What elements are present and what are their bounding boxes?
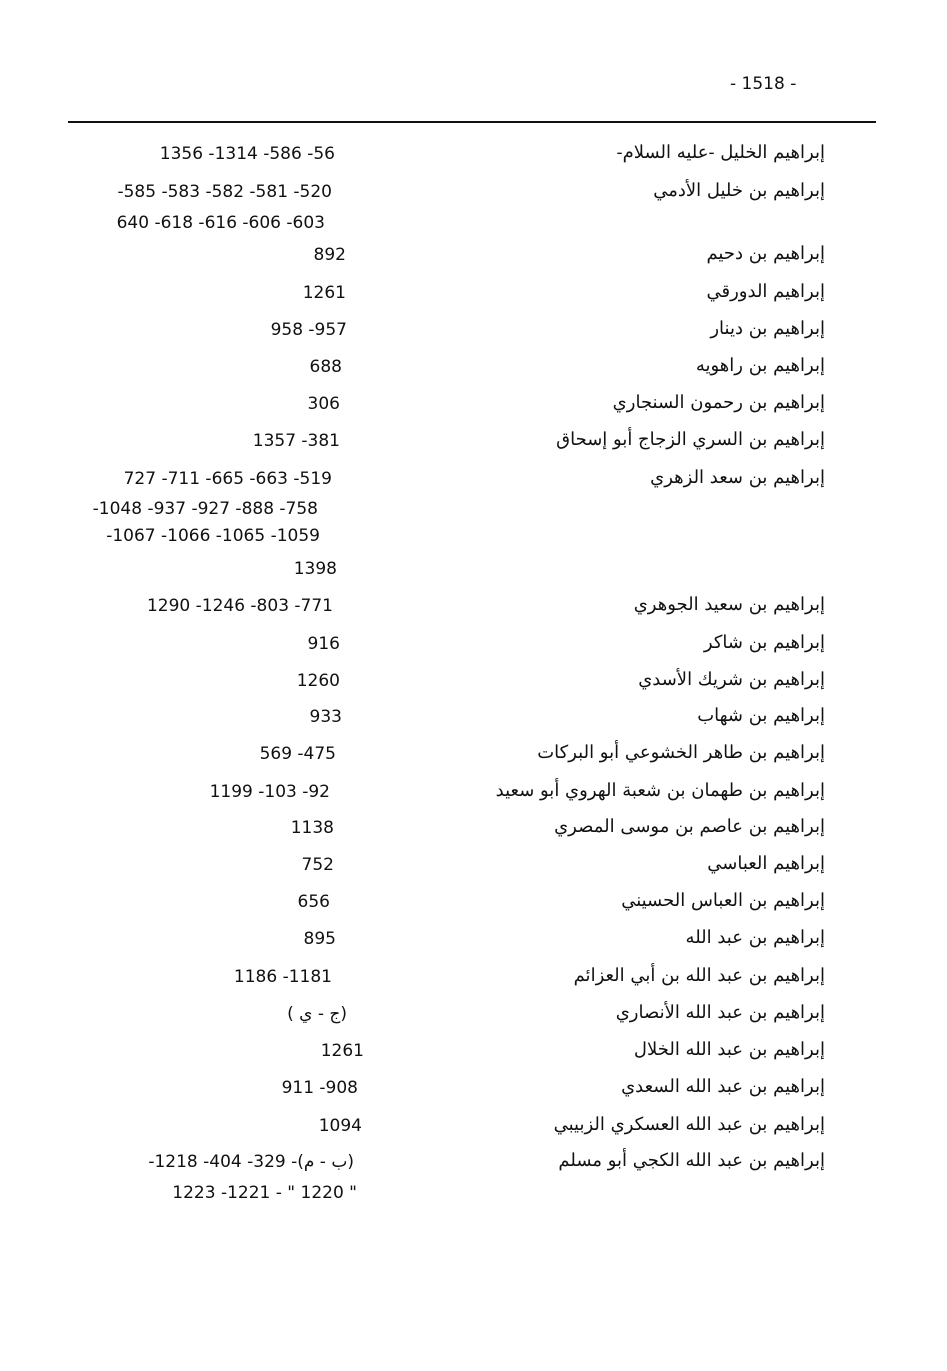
entry-name: إبراهيم بن شاكر [703, 632, 825, 653]
entry-page-refs: 1261 [302, 283, 346, 303]
entry-name: إبراهيم بن طاهر الخشوعي أبو البركات [537, 742, 825, 763]
entry-name: إبراهيم بن السري الزجاج أبو إسحاق [556, 429, 825, 450]
entry-page-refs: 1261 [320, 1041, 364, 1061]
entry-page-refs: 752 [301, 855, 334, 875]
entry-page-refs: 1398 [293, 559, 337, 579]
page-number: - 1518 - [730, 74, 797, 94]
entry-page-refs: ( ج - ي) [287, 1004, 347, 1024]
entry-name: إبراهيم بن سعد الزهري [650, 467, 825, 488]
entry-page-refs: 1357 -381 [252, 431, 340, 451]
entry-page-refs: 895 [303, 929, 336, 949]
entry-name: إبراهيم بن شريك الأسدي [638, 669, 825, 690]
entry-page-refs: 1138 [290, 818, 334, 838]
entry-name: إبراهيم بن عبد الله [685, 927, 825, 948]
entry-page-refs: 958 -957 [270, 320, 347, 340]
entry-name: إبراهيم بن عبد الله بن أبي العزائم [573, 965, 825, 986]
entry-page-refs: 569 -475 [259, 744, 336, 764]
entry-name: إبراهيم بن عبد الله العسكري الزبيبي [553, 1114, 825, 1135]
entry-page-refs: 1260 [296, 671, 340, 691]
entry-name: إبراهيم بن عبد الله الكجي أبو مسلم [558, 1150, 825, 1171]
entry-page-refs: 640 -618 -616 -606 -603 [116, 213, 325, 233]
entry-name: إبراهيم بن خليل الأدمي [653, 180, 825, 201]
entry-name: إبراهيم بن عبد الله السعدي [621, 1076, 825, 1097]
entry-page-refs: -585 -583 -582 -581 -520 [117, 182, 332, 202]
entry-name: إبراهيم بن العباس الحسيني [621, 890, 825, 911]
entry-name: إبراهيم بن عبد الله الأنصاري [615, 1002, 825, 1023]
entry-page-refs: 1356 -1314 -586 -56 [159, 144, 335, 164]
entry-name: إبراهيم بن دينار [710, 318, 825, 339]
entry-name: إبراهيم الدورقي [706, 281, 825, 302]
entry-page-refs: 656 [297, 892, 330, 912]
entry-name: إبراهيم بن طهمان بن شعبة الهروي أبو سعيد [495, 780, 825, 801]
entry-page-refs: -1048 -937 -927 -888 -758 [92, 499, 318, 519]
entry-page-refs: 688 [309, 357, 342, 377]
entry-name: إبراهيم بن عبد الله الخلال [633, 1039, 825, 1060]
entry-page-refs: 1094 [318, 1116, 362, 1136]
entry-name: إبراهيم بن عاصم بن موسى المصري [554, 816, 825, 837]
entry-page-refs: -1067 -1066 -1065 -1059 [106, 526, 320, 546]
entry-page-refs: 727 -711 -665 -663 -519 [123, 469, 332, 489]
entry-name: إبراهيم الخليل -عليه السلام- [616, 142, 825, 163]
entry-page-refs: 1223 -1221 - " 1220 " [172, 1183, 357, 1203]
entry-page-refs: 306 [307, 394, 340, 414]
entry-page-refs: 1199 -103 -92 [209, 782, 330, 802]
entry-page-refs: -1218 -404 -329 -(ب - م) [148, 1152, 354, 1172]
entry-name: إبراهيم العباسي [707, 853, 825, 874]
entry-page-refs: 916 [307, 634, 340, 654]
entry-page-refs: 1186 -1181 [233, 967, 332, 987]
entry-name: إبراهيم بن سعيد الجوهري [633, 594, 825, 615]
entry-name: إبراهيم بن راهويه [695, 355, 825, 376]
entry-name: إبراهيم بن شهاب [697, 705, 825, 726]
entry-name: إبراهيم بن دحيم [706, 243, 825, 264]
entry-page-refs: 911 -908 [281, 1078, 358, 1098]
entry-page-refs: 892 [313, 245, 346, 265]
entry-page-refs: 1290 -1246 -803 -771 [146, 596, 333, 616]
entry-page-refs: 933 [309, 707, 342, 727]
entry-name: إبراهيم بن رحمون السنجاري [612, 392, 825, 413]
